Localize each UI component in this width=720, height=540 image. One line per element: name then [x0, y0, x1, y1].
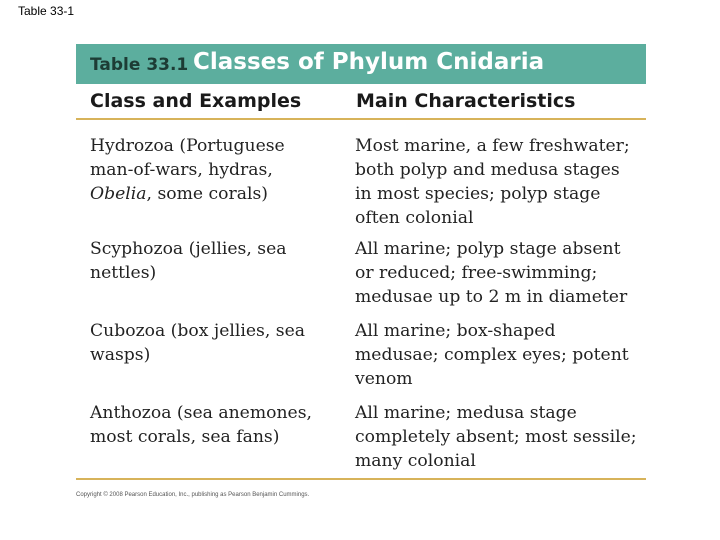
class-line: Hydrozoa (Portuguese: [90, 136, 285, 156]
characteristic-line: often colonial: [355, 208, 474, 228]
table-title-bar: [76, 44, 646, 84]
characteristic-line: completely absent; most sessile;: [355, 427, 637, 447]
table-number: Table 33.1: [90, 55, 189, 75]
genus-name: Obelia: [90, 184, 147, 204]
characteristic-line: in most species; polyp stage: [355, 184, 601, 204]
class-cell: [90, 237, 340, 285]
characteristic-line: medusae up to 2 m in diameter: [355, 287, 628, 307]
class-line: [90, 182, 340, 206]
characteristic-line: many colonial: [355, 451, 476, 471]
class-cell: [90, 319, 340, 367]
class-line: man-of-wars, hydras,: [90, 160, 273, 180]
class-line: Scyphozoa (jellies, sea: [90, 239, 287, 259]
characteristic-line: All marine; polyp stage absent: [355, 239, 621, 259]
table-title: Classes of Phylum Cnidaria: [193, 49, 545, 75]
characteristic-line: medusae; complex eyes; potent: [355, 345, 629, 365]
characteristic-line: both polyp and medusa stages: [355, 160, 620, 180]
characteristics-cell: [355, 237, 645, 309]
class-line-text: Obelia, some corals): [90, 184, 269, 204]
characteristic-line: or reduced; free-swimming;: [355, 263, 598, 283]
class-cell: [90, 134, 340, 206]
slide-label: Table 33-1: [18, 4, 75, 18]
characteristics-cell: [355, 401, 645, 473]
characteristics-cell: [355, 319, 645, 391]
column-header-characteristics: Main Characteristics: [356, 90, 576, 112]
characteristics-cell: [355, 134, 645, 230]
class-line: wasps): [90, 345, 151, 365]
table-header-row: [76, 86, 646, 120]
characteristic-line: Most marine, a few freshwater;: [355, 136, 630, 156]
characteristic-line: All marine; box-shaped: [355, 321, 556, 341]
column-header-class: Class and Examples: [90, 90, 302, 112]
table-bottom-rule: [76, 478, 646, 480]
class-cell: [90, 401, 340, 449]
characteristic-line: venom: [355, 369, 413, 389]
class-line: nettles): [90, 263, 157, 283]
class-line: most corals, sea fans): [90, 427, 280, 447]
copyright-notice: Copyright © 2008 Pearson Education, Inc., publishing as Pearson Benjamin Cummings.: [76, 492, 310, 498]
class-line: Cubozoa (box jellies, sea: [90, 321, 306, 341]
class-line: Anthozoa (sea anemones,: [90, 403, 312, 423]
characteristic-line: All marine; medusa stage: [355, 403, 577, 423]
